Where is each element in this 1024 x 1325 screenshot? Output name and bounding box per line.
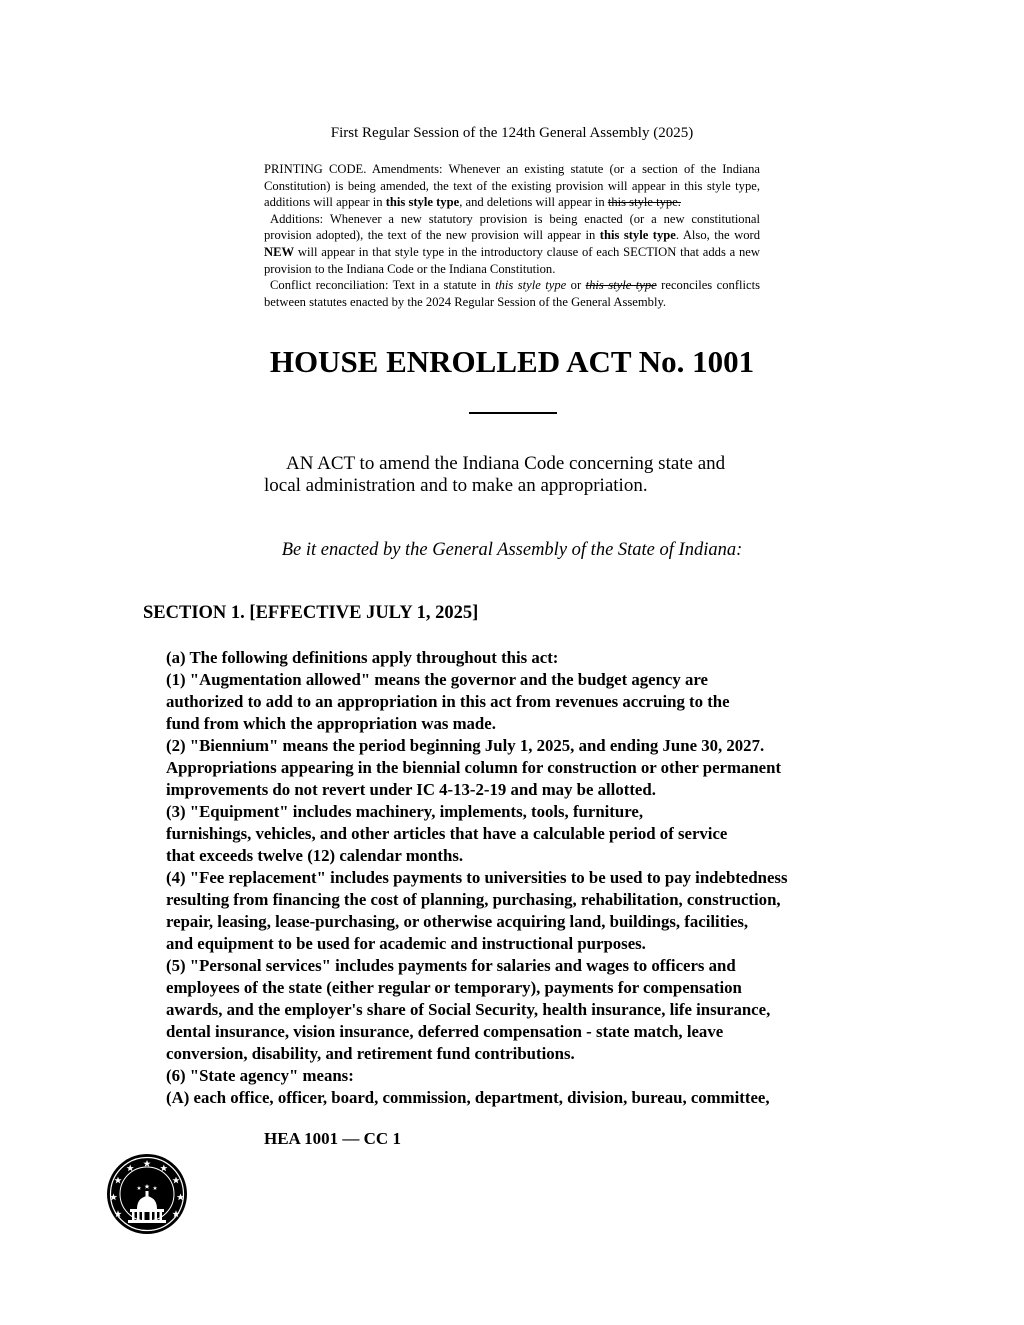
printing-code-notice — [264, 161, 760, 310]
footer-reference: HEA 1001 — CC 1 — [264, 1129, 401, 1148]
body-line: improvements do not revert under IC 4-13-2-19 and may be allotted. — [166, 780, 656, 799]
state-seal-icon — [106, 1153, 188, 1235]
body-line: (2) "Biennium" means the period beginning July 1, 2025, and ending June 30, 2027. — [166, 736, 765, 755]
body-line: dental insurance, vision insurance, deferred compensation - state match, leave — [166, 1022, 724, 1041]
body-line: resulting from financing the cost of planning, purchasing, rehabilitation, construction, — [166, 890, 781, 909]
section-heading: SECTION 1. [EFFECTIVE JULY 1, 2025] — [143, 603, 479, 623]
body-line: employees of the state (either regular or temporary), payments for compensation — [166, 978, 742, 997]
body-line: awards, and the employer's share of Social Security, health insurance, life insurance, — [166, 1000, 771, 1019]
body-line: (A) each office, officer, board, commission, department, division, bureau, committee, — [166, 1088, 770, 1107]
session-heading: First Regular Session of the 124th General Assembly (2025) — [330, 125, 694, 141]
body-line: that exceeds twelve (12) calendar months. — [166, 846, 464, 865]
body-line: conversion, disability, and retirement fund contributions. — [166, 1044, 575, 1063]
act-title: HOUSE ENROLLED ACT No. 1001 — [269, 344, 755, 379]
body-line: fund from which the appropriation was made. — [166, 714, 496, 733]
body-line: (5) "Personal services" includes payments for salaries and wages to officers and — [166, 956, 736, 975]
title-divider — [469, 412, 557, 414]
body-line: Appropriations appearing in the biennial column for construction or other permanent — [166, 758, 782, 777]
body-line: (4) "Fee replacement" includes payments to universities to be used to pay indebtedness — [166, 868, 788, 887]
printing-code-additions: Additions: Whenever a new statutory provision is being enacted (or a new constitutional provision adopted), the text of the new provision will appear in this style type. Also, the word NEW will appear in that style type in the introductory clause of each SECTION that adds a new provision to the Indiana Code or the Indiana Constitution. — [264, 211, 760, 276]
printing-code-conflict: Conflict reconciliation: Text in a statute in this style type or this style type reconciles conflicts between statutes enacted by the 2024 Regular Session of the General Assembly. — [264, 278, 761, 309]
body-line: and equipment to be used for academic and instructional purposes. — [166, 934, 646, 953]
act-description: AN ACT to amend the Indiana Code concerning state and local administration and to make an appropriation. — [264, 453, 726, 496]
section-body — [166, 647, 856, 1109]
body-line: authorized to add to an appropriation in this act from revenues accruing to the — [166, 692, 730, 711]
body-line: (1) "Augmentation allowed" means the governor and the budget agency are — [166, 670, 708, 689]
body-line: repair, leasing, lease-purchasing, or otherwise acquiring land, buildings, facilities, — [166, 912, 749, 931]
body-line: (3) "Equipment" includes machinery, implements, tools, furniture, — [166, 802, 644, 821]
enacting-clause: Be it enacted by the General Assembly of the State of Indiana: — [281, 540, 743, 560]
body-line: (a) The following definitions apply throughout this act: — [166, 648, 559, 667]
body-line: (6) "State agency" means: — [166, 1066, 354, 1085]
body-line: furnishings, vehicles, and other articles that have a calculable period of service — [166, 824, 728, 843]
printing-code-amendments: PRINTING CODE. Amendments: Whenever an existing statute (or a section of the Indiana Constitution) is being amended, the text of the existing provision will appear in this style type, additions will appear in this style type, and deletions will appear in this style type. — [264, 162, 760, 210]
